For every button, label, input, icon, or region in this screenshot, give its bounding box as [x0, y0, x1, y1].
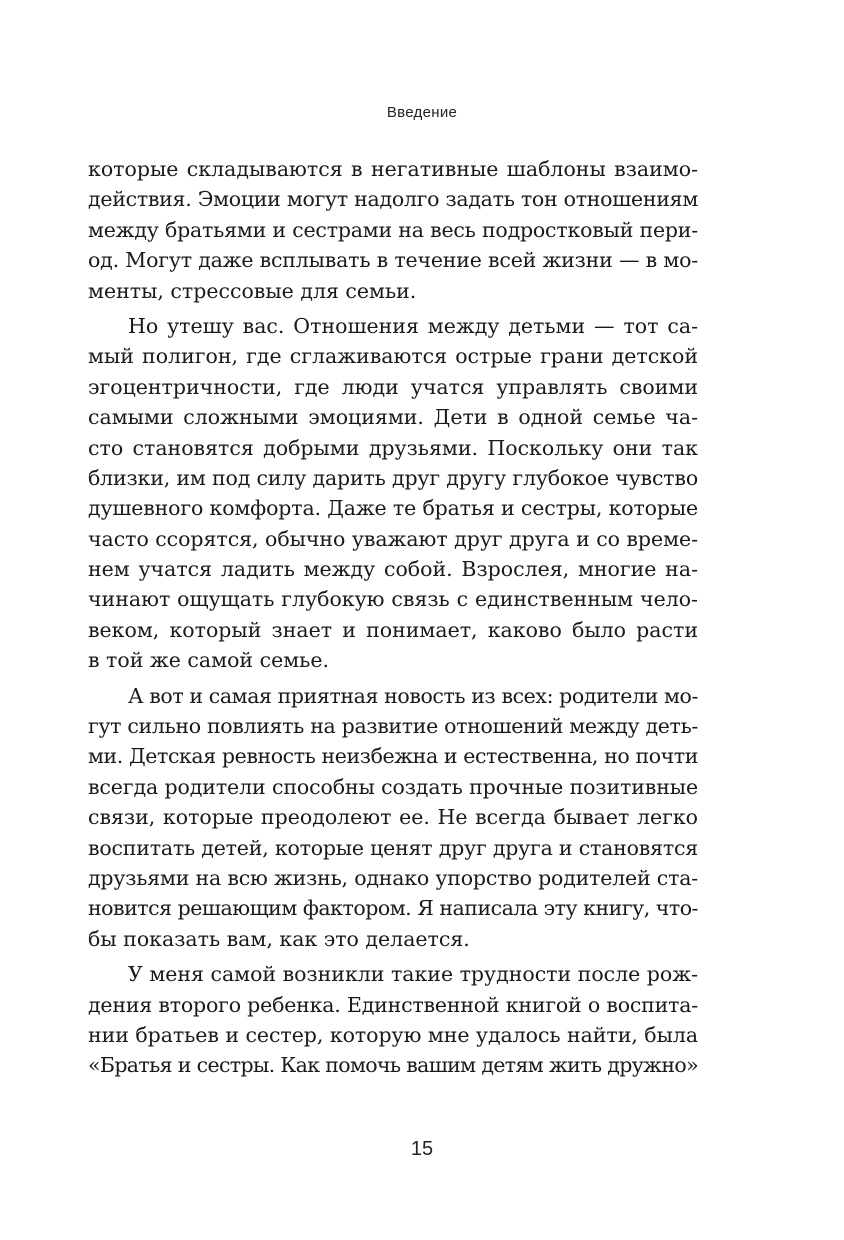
text-line: нии братьев и сестер, которую мне удалось найти, была [88, 1022, 698, 1047]
text-line: бы показать вам, как это делается. [88, 926, 470, 951]
body-text [88, 154, 698, 1081]
text-line: всегда родители способны создать прочные позитивные [88, 774, 699, 799]
text-line: менты, стрессовые для семьи. [88, 278, 417, 303]
text-line: связи, которые преодолеют ее. Не всегда бывает легко [88, 805, 698, 830]
running-head: Введение [386, 104, 458, 121]
text-line: чинают ощущать глубокую связь с единственным чело- [88, 587, 698, 612]
text-line: ми. Детская ревность неизбежна и естественна, но почти [88, 744, 698, 769]
page-number: 15 [410, 1138, 434, 1160]
text-line: действия. Эмоции могут надолго задать тон отношениям [88, 187, 698, 212]
text-line: эгоцентричности, где люди учатся управлять своими [88, 374, 698, 399]
text-line: в той же самой семье. [88, 648, 329, 673]
paragraph [88, 154, 698, 306]
text-line: новится решающим фактором. Я написала эту книгу, что- [88, 896, 698, 921]
text-line: нем учатся ладить между собой. Взрослея, многие на- [88, 557, 698, 582]
text-line: мый полигон, где сглаживаются острые грани детской [88, 344, 698, 369]
text-line: самыми сложными эмоциями. Дети в одной семье ча- [88, 405, 698, 430]
text-line: дения второго ребенка. Единственной книгой о воспита- [88, 992, 699, 1017]
text-line: которые складываются в негативные шаблоны взаимо- [88, 157, 698, 181]
paragraph [88, 311, 698, 676]
text-line: Но утешу вас. Отношения между детьми — тот са- [128, 313, 698, 338]
text-line: воспитать детей, которые ценят друг друга и становятся [88, 835, 699, 860]
text-line: близки, им под силу дарить друг другу глубокое чувство [88, 465, 698, 490]
text-line: сто становятся добрыми друзьями. Поскольку они так [88, 435, 698, 460]
text-line: часто ссорятся, обычно уважают друг друга и со време- [88, 526, 698, 551]
text-line: У меня самой возникли такие трудности после рож- [128, 962, 699, 987]
text-line: душевного комфорта. Даже те братья и сестры, которые [88, 496, 698, 521]
text-line: гут сильно повлиять на развитие отношений между деть- [88, 714, 699, 739]
text-line: од. Могут даже всплывать в течение всей жизни — в мо- [88, 248, 698, 273]
paragraph [88, 959, 698, 1081]
text-line: друзьями на всю жизнь, однако упорство родителей ста- [88, 865, 698, 890]
text-line: «Братья и сестры. Как помочь вашим детям жить дружно» [88, 1053, 698, 1078]
paragraph [88, 681, 698, 955]
text-line: А вот и самая приятная новость из всех: родители мо- [128, 683, 699, 708]
text-line: веком, который знает и понимает, каково было расти [88, 617, 698, 642]
text-line: между братьями и сестрами на весь подростковый пери- [88, 217, 698, 242]
